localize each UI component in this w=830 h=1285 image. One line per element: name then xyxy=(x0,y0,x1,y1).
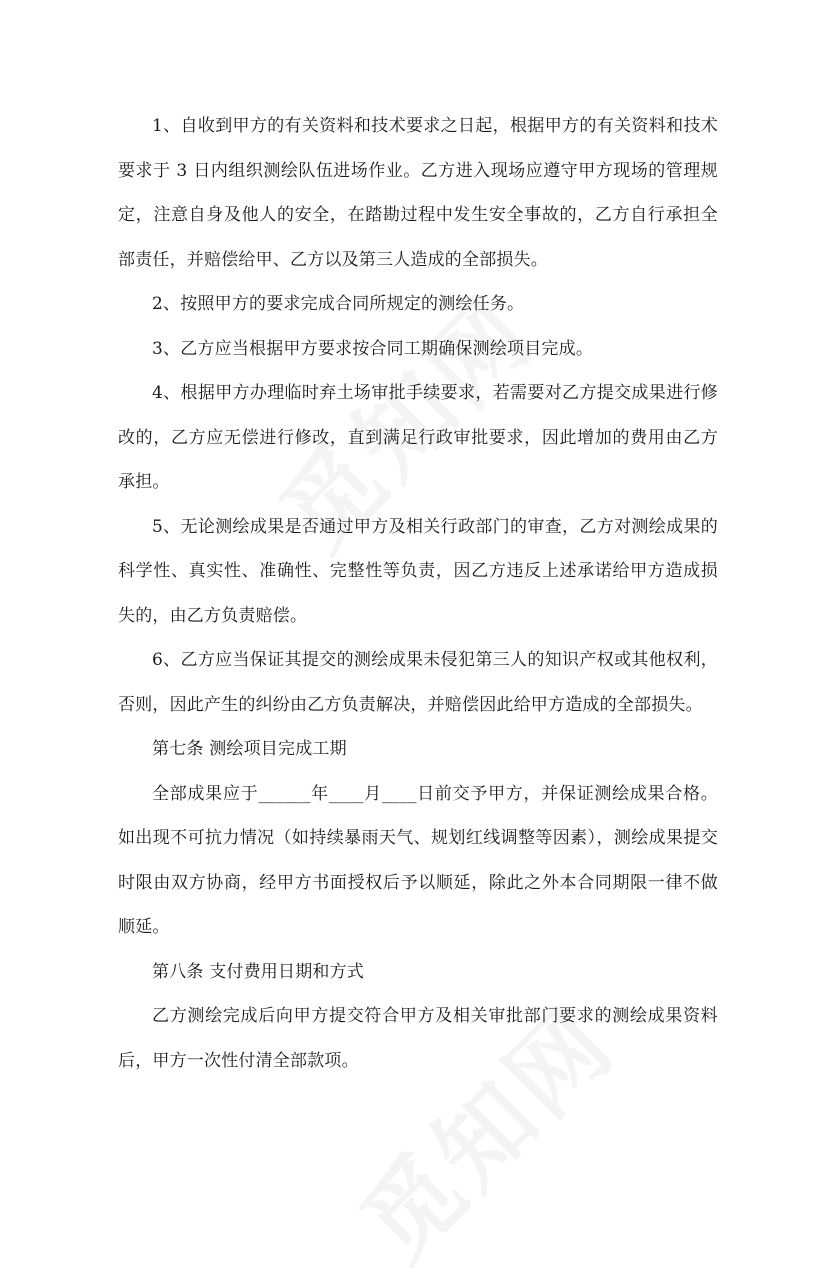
document-body xyxy=(118,104,718,1083)
clause-item-2: 2、按照甲方的要求完成合同所规定的测绘任务。 xyxy=(152,294,525,314)
clause-item-4: 4、根据甲方办理临时弃土场审批手续要求，若需要对乙方提交成果进行修改的，乙方应无偿进行修改，直到满足行政审批要求，因此增加的费用由乙方承担。 xyxy=(118,383,718,492)
clause-item-3: 3、乙方应当根据甲方要求按合同工期确保测绘项目完成。 xyxy=(152,338,594,359)
clause-item-6: 6、乙方应当保证其提交的测绘成果未侵犯第三人的知识产权或其他权利，否则，因此产生的纠纷由乙方负责解决，并赔偿因此给甲方造成的全部损失。 xyxy=(118,650,718,715)
section-7-body: 全部成果应于______年____月____日前交予甲方，并保证测绘成果合格。如出现不可抗力情况（如持续暴雨天气、规划红线调整等因素），测绘成果提交时限由双方协商，经甲方书面授权后予以顺延，除此之外本合同期限一律不做顺延。 xyxy=(118,783,718,937)
section-8-body: 乙方测绘完成后向甲方提交符合甲方及相关审批部门要求的测绘成果资料后，甲方一次性付清全部款项。 xyxy=(118,1006,718,1071)
clause-item-5: 5、无论测绘成果是否通过甲方及相关行政部门的审查，乙方对测绘成果的科学性、真实性、准确性、完整性等负责，因乙方违反上述承诺给甲方造成损失的，由乙方负责赔偿。 xyxy=(118,516,718,626)
section-heading-7: 第七条 测绘项目完成工期 xyxy=(152,739,347,759)
section-heading-8: 第八条 支付费用日期和方式 xyxy=(152,961,365,982)
clause-item-1: 1、自收到甲方的有关资料和技术要求之日起，根据甲方的有关资料和技术要求于 3 日内组织测绘队伍进场作业。乙方进入现场应遵守甲方现场的管理规定，注意自身及他人的安全，在踏勘过程中发生安全事故的，乙方自行承担全部责任，并赔偿给甲、乙方以及第三人造成的全部损失。 xyxy=(118,116,718,270)
